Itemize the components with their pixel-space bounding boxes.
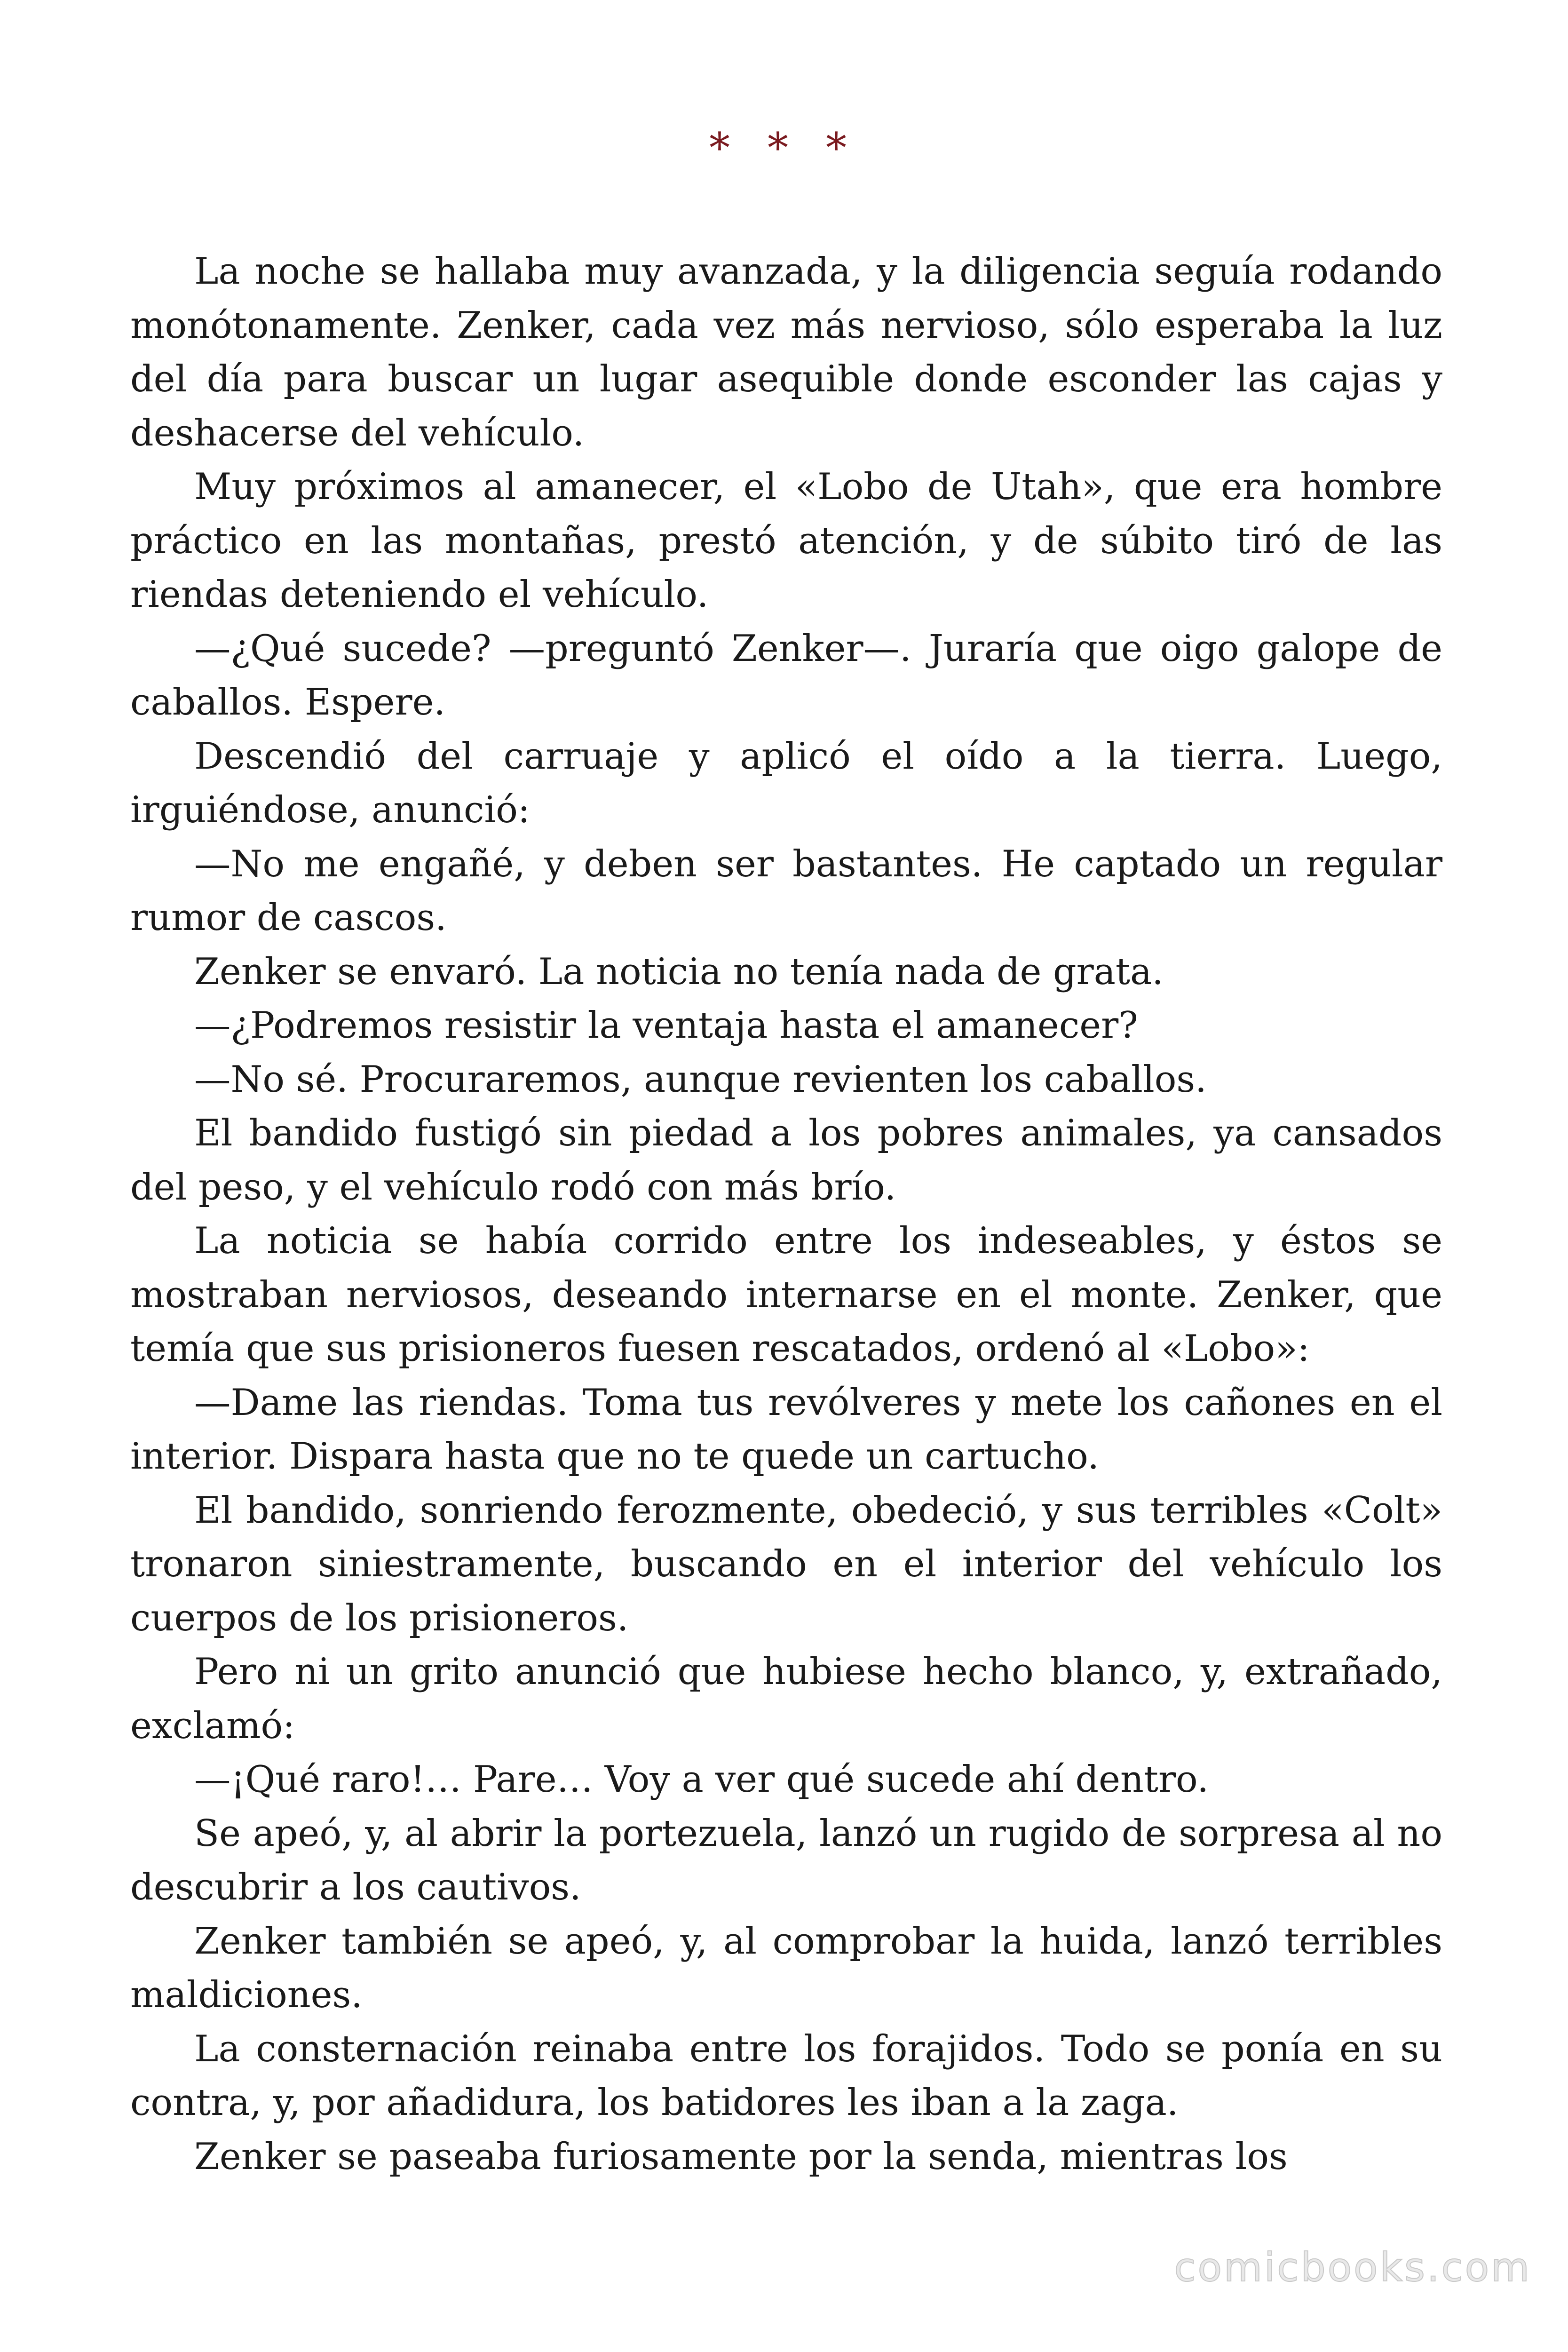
paragraph: Zenker también se apeó, y, al comprobar la huida, lanzó terribles maldiciones.: [130, 1920, 1442, 2016]
paragraph: Se apeó, y, al abrir la portezuela, lanzó un rugido de sorpresa al no descubrir a los cautivos.: [130, 1812, 1442, 1908]
paragraph: Zenker se envaró. La noticia no tenía nada de grata.: [194, 950, 1164, 993]
watermark: comicbooks.com: [1174, 2244, 1531, 2290]
section-separator: * * *: [709, 124, 859, 172]
paragraph: —¿Podremos resistir la ventaja hasta el amanecer?: [194, 1004, 1138, 1047]
paragraph: El bandido fustigó sin piedad a los pobres animales, ya cansados del peso, y el vehículo rodó con más brío.: [130, 1112, 1442, 1208]
paragraph: La noche se hallaba muy avanzada, y la diligencia seguía rodando monótonamente. Zenker, cada vez más nervioso, sólo esperaba la luz del día para buscar un lugar asequible donde esconder las cajas y deshacerse del vehículo.: [130, 250, 1442, 454]
paragraph: La consternación reinaba entre los forajidos. Todo se ponía en su contra, y, por añadidura, los batidores les iban a la zaga.: [130, 2027, 1442, 2124]
paragraph: Muy próximos al amanecer, el «Lobo de Utah», que era hombre práctico en las montañas, prestó atención, y de súbito tiró de las riendas deteniendo el vehículo.: [130, 466, 1442, 616]
paragraph: Pero ni un grito anunció que hubiese hecho blanco, y, extrañado, exclamó:: [130, 1651, 1442, 1747]
paragraph: El bandido, sonriendo ferozmente, obedeció, y sus terribles «Colt» tronaron siniestramente, buscando en el interior del vehículo los cuerpos de los prisioneros.: [130, 1489, 1442, 1639]
body-text: [130, 245, 1442, 2184]
paragraph: —No sé. Procuraremos, aunque revienten los caballos.: [194, 1058, 1207, 1101]
paragraph: Descendió del carruaje y aplicó el oído a la tierra. Luego, irguiéndose, anunció:: [130, 735, 1442, 831]
paragraph: La noticia se había corrido entre los indeseables, y éstos se mostraban nerviosos, deseando internarse en el monte. Zenker, que temía que sus prisioneros fuesen rescatados, ordenó al «Lobo»:: [130, 1220, 1442, 1370]
paragraph: —No me engañé, y deben ser bastantes. He captado un regular rumor de cascos.: [130, 842, 1442, 939]
paragraph: —¡Qué raro!… Pare… Voy a ver qué sucede ahí dentro.: [194, 1758, 1209, 1801]
paragraph: Zenker se paseaba furiosamente por la senda, mientras los: [194, 2135, 1288, 2178]
paragraph: —Dame las riendas. Toma tus revólveres y mete los cañones en el interior. Dispara hasta que no te quede un cartucho.: [130, 1381, 1442, 1478]
paragraph: —¿Qué sucede? —preguntó Zenker—. Juraría que oigo galope de caballos. Espere.: [130, 627, 1442, 723]
